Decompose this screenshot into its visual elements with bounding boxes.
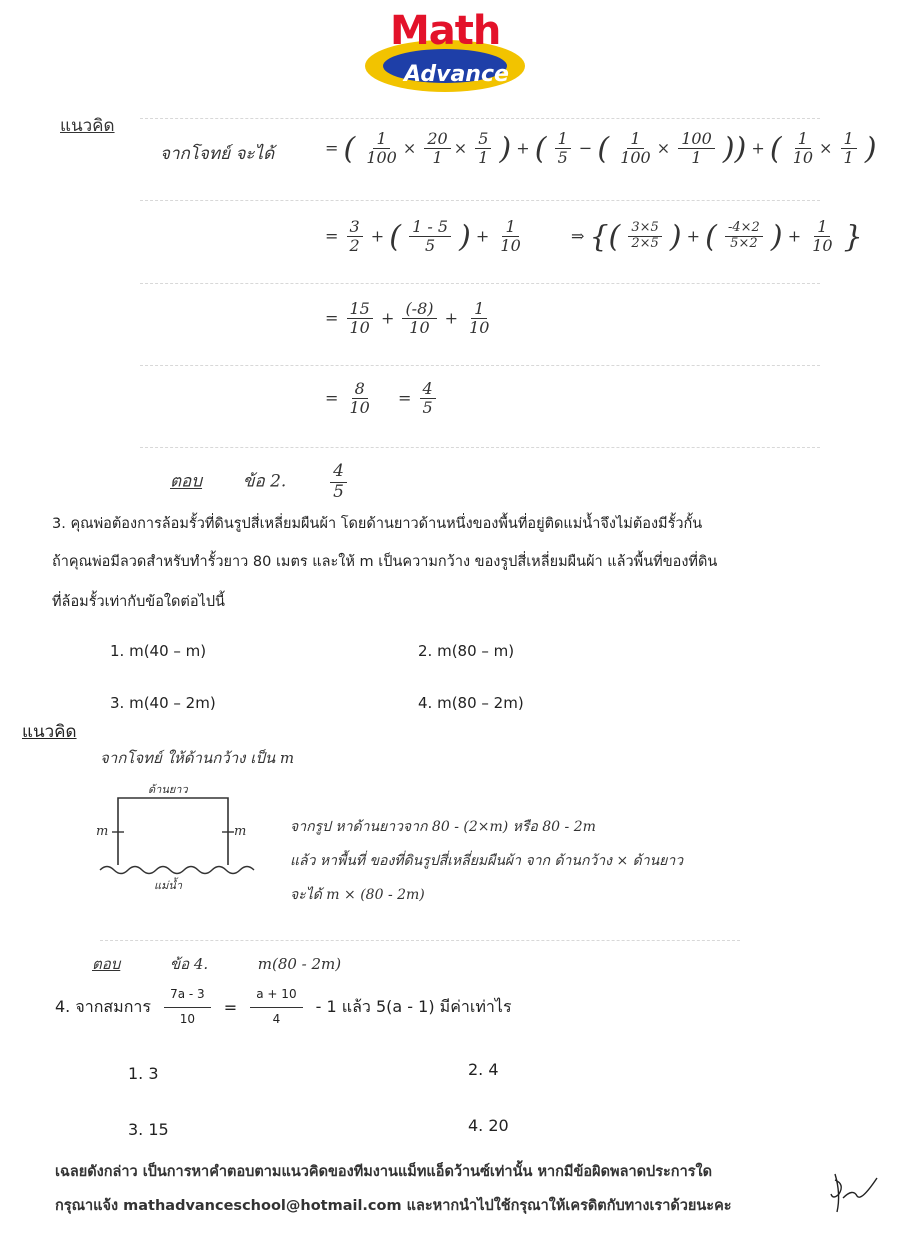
section2-note-3: จะได้ m × (80 - 2m) (290, 887, 425, 903)
rule-line (140, 118, 820, 119)
rule-line (140, 283, 820, 284)
section1-answer: ตอบ ข้อ 2. $\frac{4}{5}$ (170, 462, 350, 502)
solution-line-4: = $\frac{8}{10}$ = $\frac{4}{5}$ (325, 380, 439, 418)
solution-line-1: = ( $\frac{1}{100}$ × $\frac{20}{1}$ × $\frac{5}{1}$ ) + ( $\frac{1}{5}$ − ( $\frac{1}{100}$ × $\frac{100}{1}$ )) + ( $\frac{1}{10}$ × $\frac{1}{1}$ ) (325, 129, 877, 168)
question4-choice-2: 2. 4 (468, 1060, 499, 1079)
footer-line-2: กรุณาแจ้ง mathadvanceschool@hotmail.com และหากนำไปใช้กรุณาให้เครดิตกับทางเราด้วยนะคะ (55, 1198, 732, 1214)
section1-intro: จากโจทย์ จะได้ (160, 144, 275, 164)
answer-label: ตอบ (92, 955, 121, 973)
diagram-bottom-label: แม่น้ำ (154, 879, 183, 892)
diagram-top-label: ด้านยาว (148, 783, 188, 796)
footer-line-1: เฉลยดังกล่าว เป็นการหาคำตอบตามแนวคิดของทีมงานแม็ทแอ็ดว้านซ์เท่านั้น หากมีข้อผิดพลาดประการใด (55, 1164, 713, 1180)
answer-label: ตอบ (170, 471, 203, 492)
question3-choice-1: 1. m(40 – m) (110, 642, 207, 660)
diagram-left-label: m (96, 824, 109, 839)
question4-choice-4: 4. 20 (468, 1116, 509, 1135)
section2-note-2: แล้ว หาพื้นที่ ของที่ดินรูปสี่เหลี่ยมผืนผ้า จาก ด้านกว้าง × ด้านยาว (290, 853, 684, 869)
question4-choice-3: 3. 15 (128, 1120, 169, 1139)
question4-suffix: - 1 แล้ว 5(a - 1) มีค่าเท่าไร (315, 996, 512, 1016)
question3-line1: 3. คุณพ่อต้องการล้อมรั้วที่ดินรูปสี่เหลี่ยมผืนผ้า โดยด้านยาวด้านหนึ่งของพื้นที่อยู่ติดแม่น้ำจึงไม่ต้องมีรั้วกั้น (52, 516, 703, 532)
section2-heading: แนวคิด (22, 722, 77, 742)
section2-answer (92, 952, 341, 976)
rule-line (100, 940, 740, 941)
signature-icon (825, 1168, 890, 1218)
field-diagram (92, 780, 272, 895)
section2-intro: จากโจทย์ ให้ด้านกว้าง เป็น m (100, 749, 295, 767)
watermark (302, 558, 430, 736)
logo-top-text: Math (390, 8, 501, 54)
rule-line (140, 447, 820, 448)
rule-line (140, 365, 820, 366)
diagram-right-label: m (234, 824, 247, 839)
section1-heading: แนวคิด (60, 116, 115, 136)
logo-bottom-text: Advance (404, 62, 509, 87)
question3-line2: ถ้าคุณพ่อมีลวดสำหรับทำรั้วยาว 80 เมตร และให้ m เป็นความกว้าง ของรูปสี่เหลี่ยมผืนผ้า แล้วพื้นที่ของที่ดิน (52, 554, 718, 570)
logo (360, 8, 530, 98)
question4-equation: 4. จากสมการ $\frac{7a - 3}{10}$ = $\frac{a + 10}{4}$ - 1 แล้ว 5(a - 1) มีค่าเท่าไร (55, 987, 512, 1026)
answer-choice: ข้อ 4. (169, 955, 209, 973)
question3-choice-3: 3. m(40 – 2m) (110, 694, 216, 712)
question4-choice-1: 1. 3 (128, 1064, 159, 1083)
solution-line-3: = $\frac{15}{10}$ + $\frac{(-8)}{10}$ + $\frac{1}{10}$ (325, 299, 490, 338)
question3-choice-4: 4. m(80 – 2m) (418, 694, 524, 712)
question3-line3: ที่ล้อมรั้วเท่ากับข้อใดต่อไปนี้ (52, 594, 225, 610)
solution-line-2: = $\frac{3}{2}$ + ( $\frac{1 - 5}{5}$ ) + $\frac{1}{10}$ ⇒ {( $\frac{3\times 5}{2\times 5}$ ) + ( $\frac{-4\times 2}{5\times 2}$ ) + $\frac{1}{10}$ } (325, 217, 863, 256)
question4-prefix: 4. จากสมการ (55, 996, 151, 1016)
answer-choice: ข้อ 2. (242, 471, 287, 492)
section2-note-1: จากรูป หาด้านยาวจาก 80 - (2×m) หรือ 80 - 2m (290, 819, 596, 835)
rule-line (140, 200, 820, 201)
answer-value: m(80 - 2m) (257, 955, 342, 973)
question3-choice-2: 2. m(80 – m) (418, 642, 515, 660)
